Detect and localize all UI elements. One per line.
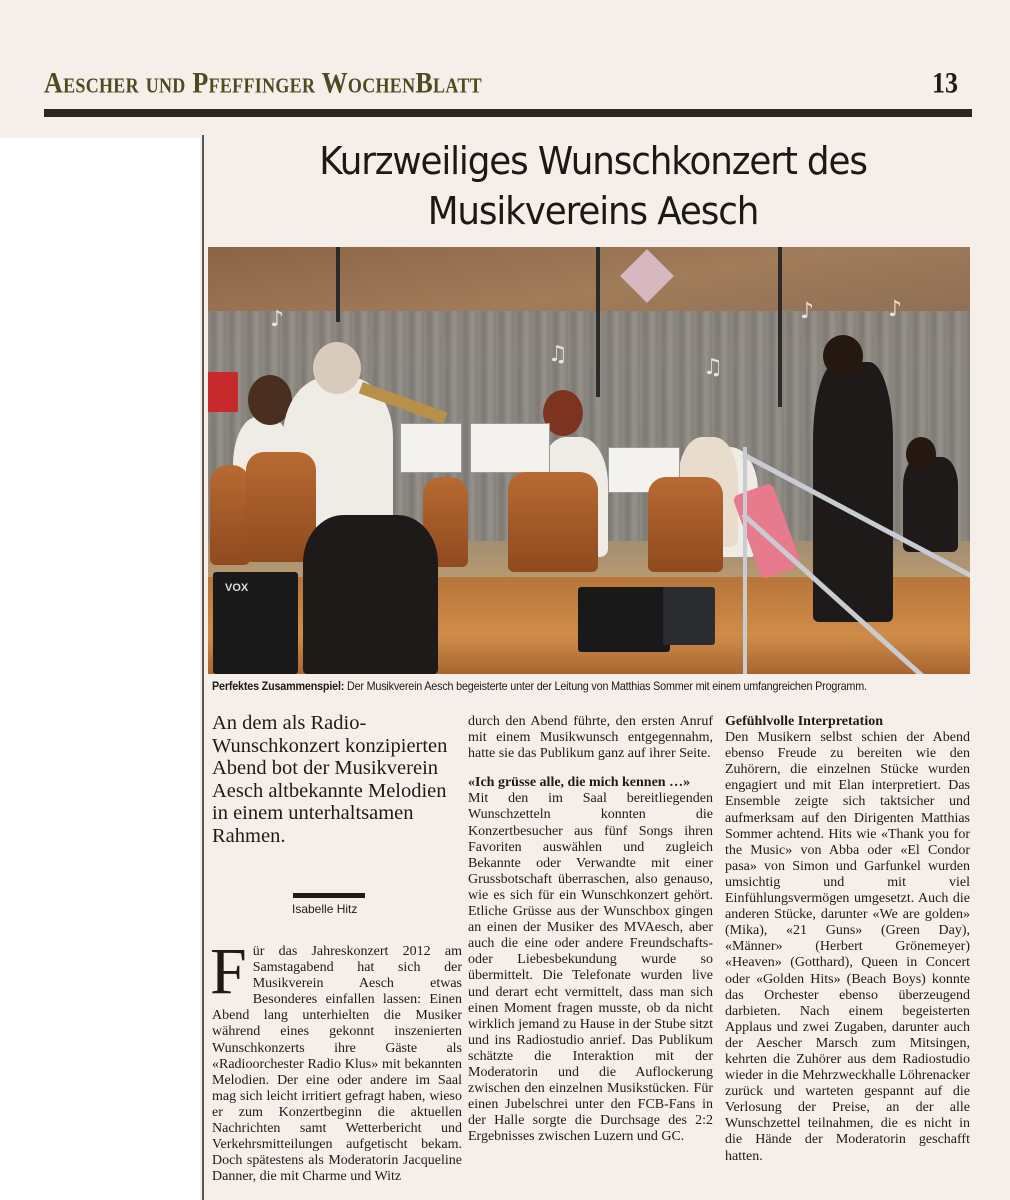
body-column-1 <box>210 935 462 1185</box>
music-stand <box>470 423 550 473</box>
amplifier <box>213 572 298 674</box>
publication-title: Aescher und Pfeffinger WochenBlatt <box>44 66 482 100</box>
masthead-rule <box>44 109 972 117</box>
conductor <box>813 362 893 622</box>
column-rule <box>202 135 204 1200</box>
music-note-decoration: ♪ <box>270 307 285 332</box>
instrument-case <box>663 587 715 645</box>
instrument-bag <box>303 515 438 674</box>
microphone <box>778 247 782 407</box>
amp-label: VOX <box>225 582 249 594</box>
body-column-3 <box>725 714 970 1165</box>
microphone <box>336 247 340 322</box>
paragraph-wishlist: Mit den im Saal bereitliegenden Wunschzetteln konnten die Konzertbesucher aus fünf Songs ihren Favoriten auswählen und zugleich Bekannte oder Verwandte mit einer Grussbotschaft überraschen, also genauso, wie es sich für ein Wunschkonzert gehört. Etliche Grüsse aus der Wunschbox gingen an einen der Musiker des MVAesch, aber auch die eine oder andere Freundschafts- oder Liebesbekundung wurde so übermittelt. Die Telefonate wurden live und derart echt vermittelt, dass man sich einen Moment fragen musste, ob da nicht wirklich jemand zu Hause in der Stube sitzt und ins Radiostudio anrief. Das Publikum schätzte die Interaktion mit der Moderatorin und die Auflockerung zwischen den einzelnen Musikstücken. Für einen Jubelschrei unter den FCB-Fans in der Halle sorgte die Durchsage des 2:2 Ergebnisses zwischen Luzern und GC. <box>468 791 713 1145</box>
music-note-decoration: ♫ <box>548 342 568 367</box>
article-lead: An dem als Radio-Wunschkonzert konzipierten Abend bot der Musikverein Aesch altbekannte Melodien in einem unterhaltsamen Rahmen. <box>212 712 448 847</box>
music-stand <box>400 423 462 473</box>
subheading-interpretation: Gefühlvolle Interpretation <box>725 714 884 729</box>
article-headline <box>231 136 955 236</box>
article-photo <box>208 247 970 674</box>
author-byline: Isabelle Hitz <box>292 902 358 916</box>
music-note-decoration: ♪ <box>888 297 903 322</box>
masthead <box>44 64 974 104</box>
headline-line-1: Kurzweiliges Wunschkonzert des <box>319 139 867 183</box>
page-number: 13 <box>932 66 958 100</box>
headline-line-2: Musikvereins Aesch <box>427 189 759 233</box>
paragraph-intro: ür das Jahreskonzert 2012 am Samstagabend hat sich der Musikverein Aesch etwas Besonderes einfallen lassen: Einen Abend lang unterhielten die Musiker während eines gekonnt inszenierten Wunschkonzerts ihre Gäste als «Radioorchester Radio Klus» mit bekannten Melodien. Der eine oder andere im Saal mag sich leicht irritiert gefragt haben, wieso er zum Konzertbeginn die aktuellen Nachrichten samt Wetterbericht und Verkehrsmitteilungen aufgetischt bekam. Doch spätestens als Moderatorin Jacqueline Danner, die mit Charme und Witz <box>212 944 462 1185</box>
drop-cap: F <box>210 935 247 1008</box>
page-margin <box>0 138 200 1200</box>
caption-text: Der Musikverein Aesch begeisterte unter der Leitung von Matthias Sommer mit einem umfangreichen Programm. <box>344 680 867 693</box>
instrument-case <box>578 587 670 652</box>
music-note-decoration: ♫ <box>703 355 723 380</box>
microphone <box>596 247 600 397</box>
music-note-decoration: ♪ <box>800 299 815 324</box>
caption-label: Perfektes Zusammenspiel: <box>212 680 345 693</box>
paragraph-interpretation: Den Musikern selbst schien der Abend ebenso Freude zu bereiten wie den Zuhörern, die einzelnen Stücke wurden engagiert und mit Elan interpretiert. Das Ensemble zeigte sich taktsicher und aufmerksam auf den Dirigenten Matthias Sommer achtend. Hits wie «Thank you for the Music» von Abba oder «El Condor pasa» von Simon und Garfunkel wurden umsichtig und mit viel Einfühlungsvermögen umgesetzt. Auch die anderen Stücke, darunter «We are golden» (Mika), «21 Guns» (Green Day), «Männer» (Herbert Grönemeyer) «Heaven» (Gotthard), Queen in Concert oder «Golden Hits» (Beach Boys) konnte das Orchester ebenso überzeugend darbieten. Nach einem begeisterten Applaus und zwei Zugaben, darunter auch der Aescher Marsch zum Mitsingen, kehrten die Zuhörer aus dem Radiostudio wieder in die Mehrzweckhalle Löhrenacker zurück und warteten gespannt auf die Verlosung der Preise, an der alle Wunschzettel teilnahmen, die es nicht in die Hände der Moderatorin geschafft hatten. <box>725 730 970 1164</box>
photo-caption <box>212 680 919 693</box>
subheading-greetings: «Ich grüsse alle, die mich kennen …» <box>468 775 691 791</box>
paragraph-intro-continued: durch den Abend führte, den ersten Anruf mit einem Musikwunsch entgegennahm, hatte sie das Publikum ganz auf ihrer Seite. <box>468 714 713 762</box>
author-rule <box>293 893 365 898</box>
body-column-2 <box>468 714 713 1145</box>
